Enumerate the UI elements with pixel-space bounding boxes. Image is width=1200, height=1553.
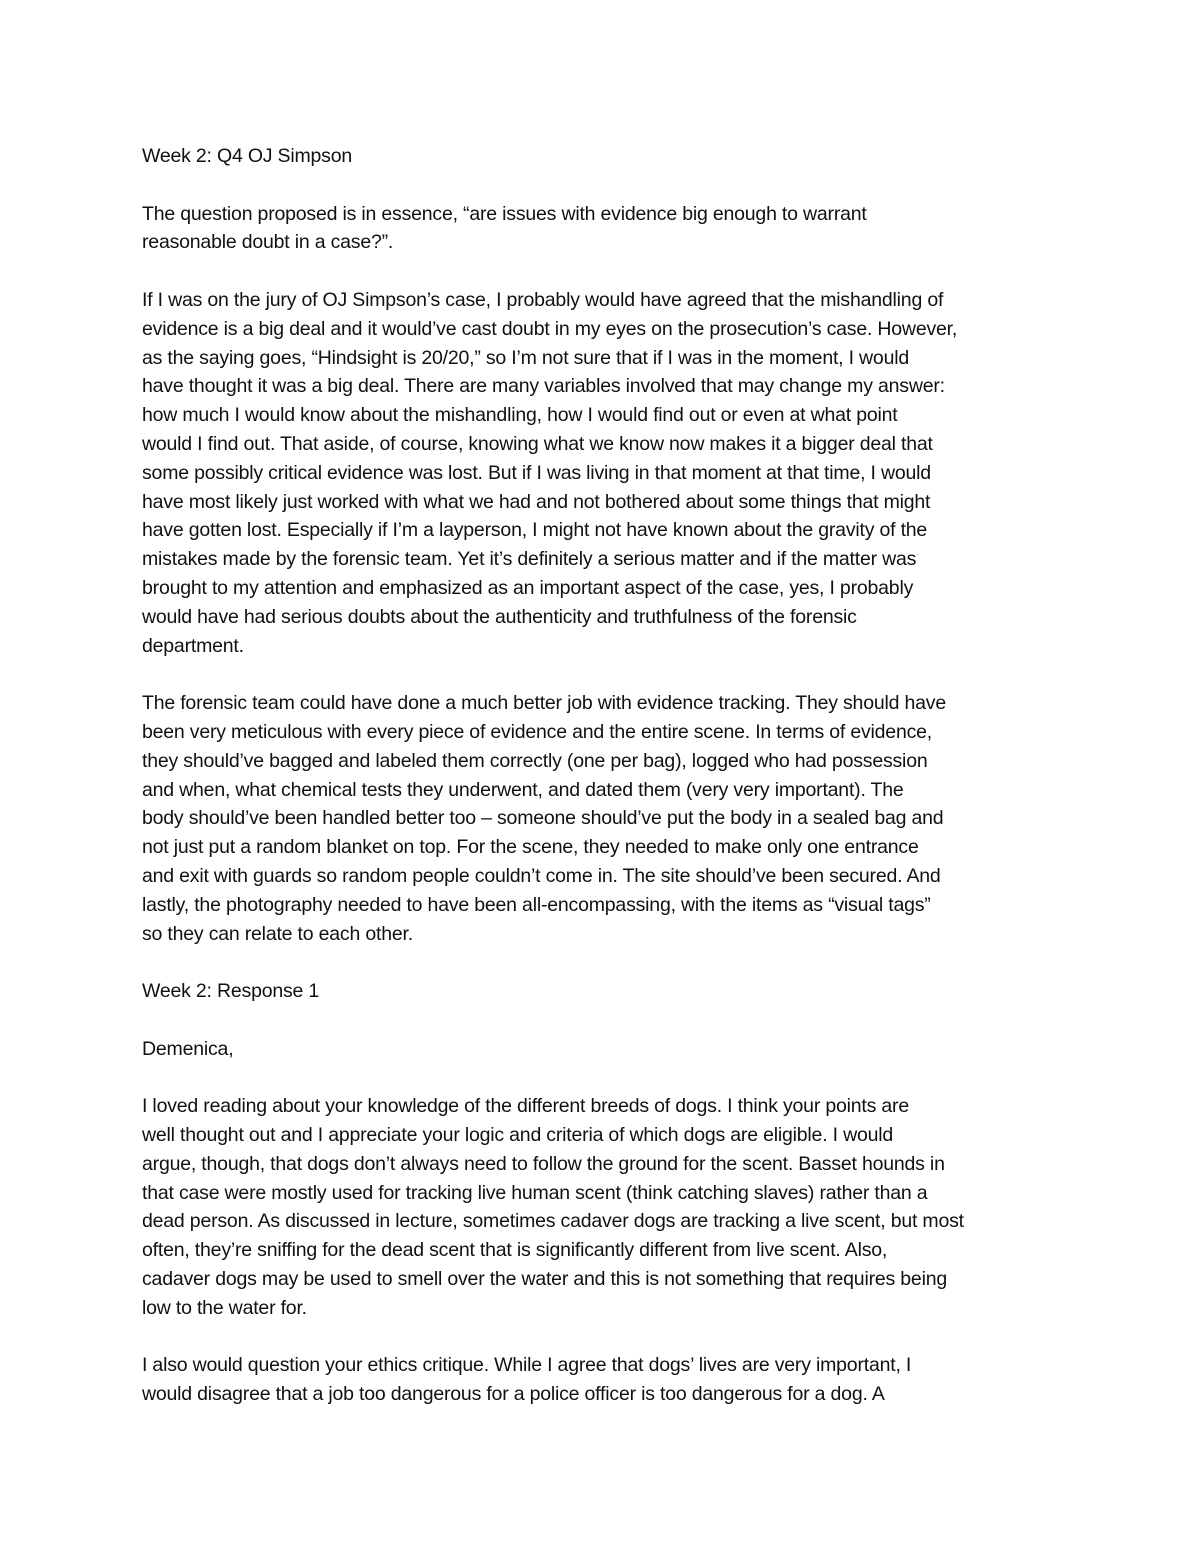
text-line: The forensic team could have done a much better job with evidence tracking. They should have xyxy=(142,692,946,715)
text-line: would have had serious doubts about the authenticity and truthfulness of the forensic xyxy=(142,605,857,628)
text-line: often, they’re sniffing for the dead scent that is significantly different from live scent. Also, xyxy=(142,1239,888,1262)
text-line: evidence is a big deal and it would’ve cast doubt in my eyes on the prosecution’s case. However, xyxy=(142,317,958,340)
salutation: Demenica, xyxy=(142,1037,234,1060)
text-line: and exit with guards so random people couldn’t come in. The site should’ve been secured. And xyxy=(142,864,941,887)
text-line: I also would question your ethics critique. While I agree that dogs’ lives are very important, I xyxy=(142,1354,912,1377)
text-line: and when, what chemical tests they underwent, and dated them (very very important). The xyxy=(142,778,904,801)
text-line: argue, though, that dogs don’t always need to follow the ground for the scent. Basset hounds in xyxy=(142,1152,945,1175)
paragraph-question xyxy=(142,200,1062,258)
text-line: have gotten lost. Especially if I’m a layperson, I might not have known about the gravity of the xyxy=(142,519,928,542)
text-line: brought to my attention and emphasized as an important aspect of the case, yes, I probably xyxy=(142,576,914,599)
text-line: dead person. As discussed in lecture, sometimes cadaver dogs are tracking a live scent, but most xyxy=(142,1210,964,1233)
paragraph-dog-breeds xyxy=(142,1092,1062,1322)
text-line: lastly, the photography needed to have been all-encompassing, with the items as “visual tags” xyxy=(142,893,931,916)
text-line: well thought out and I appreciate your logic and criteria of which dogs are eligible. I would xyxy=(142,1124,894,1147)
heading-week2-response1: Week 2: Response 1 xyxy=(142,980,320,1003)
text-line: reasonable doubt in a case?”. xyxy=(142,231,394,254)
text-line: that case were mostly used for tracking live human scent (think catching slaves) rather than a xyxy=(142,1181,928,1204)
text-line: body should’ve been handled better too – someone should’ve put the body in a sealed bag and xyxy=(142,807,944,830)
text-line: If I was on the jury of OJ Simpson’s case, I probably would have agreed that the mishandling of xyxy=(142,288,944,311)
paragraph-jury-opinion xyxy=(142,286,1062,660)
text-line: as the saying goes, “Hindsight is 20/20,” so I’m not sure that if I was in the moment, I would xyxy=(142,346,909,369)
paragraph-ethics-critique xyxy=(142,1351,1062,1409)
text-line: I loved reading about your knowledge of the different breeds of dogs. I think your points are xyxy=(142,1095,909,1118)
text-line: mistakes made by the forensic team. Yet it’s definitely a serious matter and if the matter was xyxy=(142,548,917,571)
text-line: would disagree that a job too dangerous for a police officer is too dangerous for a dog. A xyxy=(142,1383,885,1406)
paragraph-forensic-team xyxy=(142,689,1062,948)
text-line: would I find out. That aside, of course, knowing what we know now makes it a bigger deal that xyxy=(142,432,933,455)
text-line: have thought it was a big deal. There are many variables involved that may change my answer: xyxy=(142,375,945,398)
heading-week2-q4: Week 2: Q4 OJ Simpson xyxy=(142,145,353,167)
document-body xyxy=(142,142,1062,1438)
text-line: how much I would know about the mishandling, how I would find out or even at what point xyxy=(142,404,898,427)
text-line: have most likely just worked with what we had and not bothered about some things that might xyxy=(142,490,931,513)
text-line: department. xyxy=(142,634,244,657)
text-line: been very meticulous with every piece of evidence and the entire scene. In terms of evidence, xyxy=(142,720,933,743)
text-line: low to the water for. xyxy=(142,1296,307,1319)
text-line: not just put a random blanket on top. For the scene, they needed to make only one entrance xyxy=(142,836,919,859)
text-line: they should’ve bagged and labeled them correctly (one per bag), logged who had possession xyxy=(142,749,928,772)
text-line: The question proposed is in essence, “are issues with evidence big enough to warrant xyxy=(142,202,867,225)
text-line: some possibly critical evidence was lost. But if I was living in that moment at that time, I would xyxy=(142,461,931,484)
text-line: cadaver dogs may be used to smell over the water and this is not something that requires being xyxy=(142,1268,947,1291)
text-line: so they can relate to each other. xyxy=(142,922,413,945)
